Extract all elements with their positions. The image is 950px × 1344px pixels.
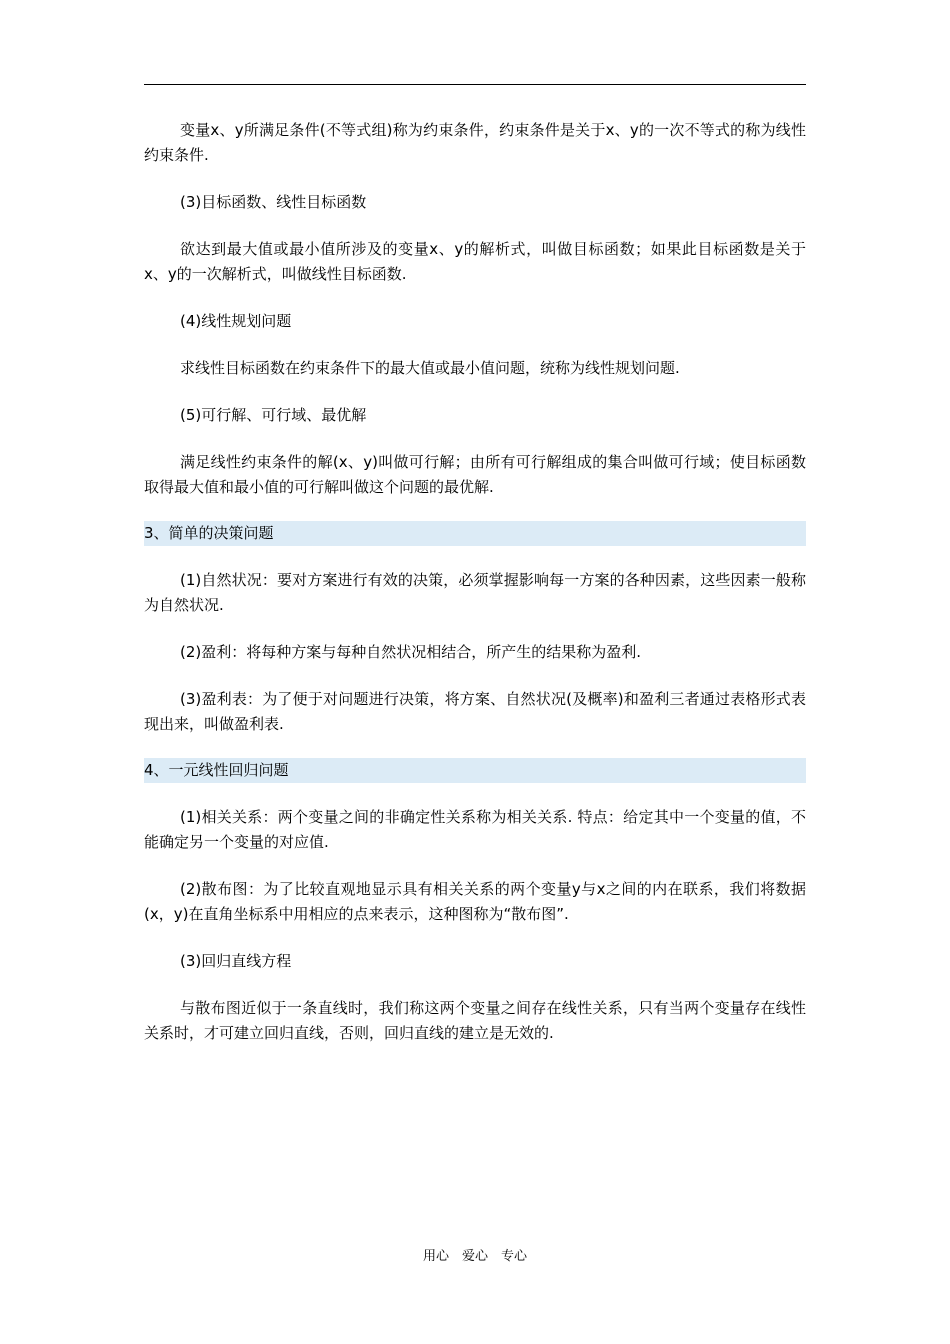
page-footer: 用心 爱心 专心	[422, 1249, 527, 1264]
paragraph-correlation: (1)相关关系：两个变量之间的非确定性关系称为相关关系. 特点：给定其中一个变量的值，不能确定另一个变量的对应值.	[144, 808, 806, 851]
paragraph-profit-table: (3)盈利表：为了便于对问题进行决策，将方案、自然状况(及概率)和盈利三者通过表格形式表现出来，叫做盈利表.	[144, 690, 806, 733]
header-rule	[144, 84, 806, 85]
subheading-feasible-solution: (5)可行解、可行域、最优解	[180, 406, 367, 424]
document-body	[144, 118, 806, 1068]
section-heading-regression: 4、一元线性回归问题	[144, 758, 806, 783]
subheading-regression-line: (3)回归直线方程	[180, 952, 292, 970]
paragraph-natural-condition: (1)自然状况：要对方案进行有效的决策，必须掌握影响每一方案的各种因素，这些因素一般称为自然状况.	[144, 571, 806, 614]
paragraph-scatter-plot: (2)散布图：为了比较直观地显示具有相关关系的两个变量y与x之间的内在联系，我们将数据(x，y)在直角坐标系中用相应的点来表示，这种图称为“散布图”.	[144, 880, 806, 923]
subheading-objective-function: (3)目标函数、线性目标函数	[180, 193, 367, 211]
subheading-linear-programming: (4)线性规划问题	[180, 312, 292, 330]
paragraph-regression-line: 与散布图近似于一条直线时，我们称这两个变量之间存在线性关系，只有当两个变量存在线性关系时，才可建立回归直线，否则，回归直线的建立是无效的.	[144, 999, 806, 1042]
paragraph-constraint-definition: 变量x、y所满足条件(不等式组)称为约束条件，约束条件是关于x、y的一次不等式的称为线性约束条件.	[144, 121, 806, 164]
paragraph-objective-function: 欲达到最大值或最小值所涉及的变量x、y的解析式，叫做目标函数；如果此目标函数是关于x、y的一次解析式，叫做线性目标函数.	[144, 240, 806, 283]
section-heading-decision: 3、简单的决策问题	[144, 521, 806, 546]
paragraph-profit: (2)盈利：将每种方案与每种自然状况相结合，所产生的结果称为盈利.	[180, 643, 642, 661]
paragraph-linear-programming: 求线性目标函数在约束条件下的最大值或最小值问题，统称为线性规划问题.	[180, 359, 680, 377]
paragraph-feasible-solution: 满足线性约束条件的解(x、y)叫做可行解；由所有可行解组成的集合叫做可行域；使目标函数取得最大值和最小值的可行解叫做这个问题的最优解.	[144, 453, 806, 496]
